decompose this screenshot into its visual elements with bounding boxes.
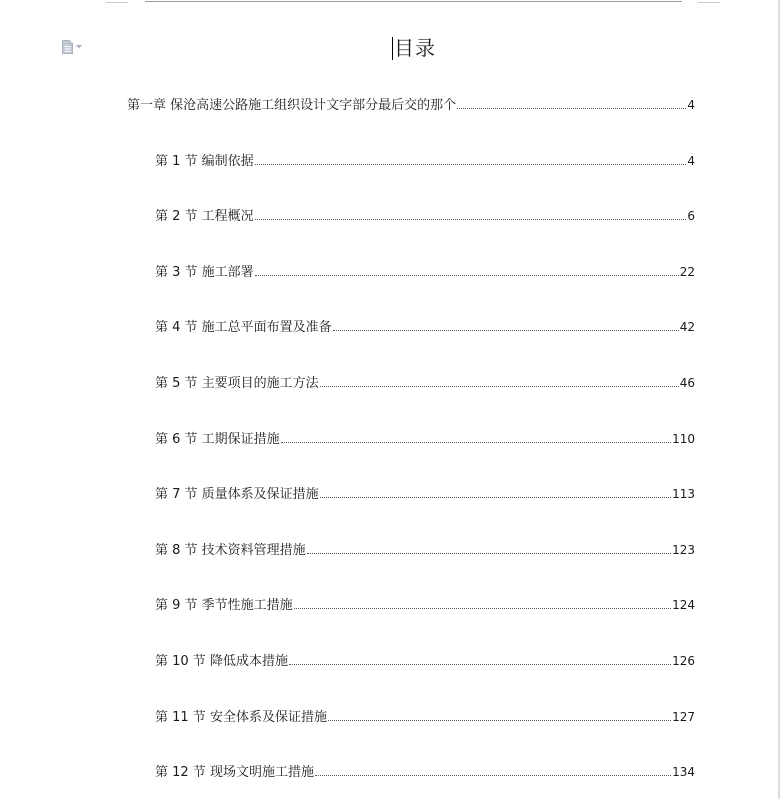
toc-entry-label: 第 1 节 编制依据 bbox=[155, 154, 254, 169]
toc-entry-section-9[interactable] bbox=[155, 596, 695, 614]
toc-entry-section-8[interactable] bbox=[155, 541, 695, 559]
toc-entry-label: 第一章 保沧高速公路施工组织设计文字部分最后交的那个 bbox=[127, 98, 457, 113]
toc-entry-label: 第 4 节 施工总平面布置及准备 bbox=[155, 320, 332, 335]
toc-page-number: 22 bbox=[679, 265, 695, 279]
toc-entry-section-7[interactable] bbox=[155, 485, 695, 503]
toc-leader-dots bbox=[255, 164, 687, 165]
toc-leader-dots bbox=[320, 497, 671, 498]
toc-entry-label: 第 8 节 技术资料管理措施 bbox=[155, 543, 306, 558]
toc-page-number: 4 bbox=[687, 154, 695, 168]
toc-leader-dots bbox=[255, 275, 679, 276]
toc-leader-dots bbox=[281, 442, 671, 443]
toc-page-number: 134 bbox=[672, 765, 695, 779]
toc-leader-dots bbox=[320, 386, 679, 387]
toc-page-number: 124 bbox=[672, 598, 695, 612]
toc-heading[interactable]: 目录 bbox=[394, 36, 436, 60]
toc-entry-label: 第 12 节 现场文明施工措施 bbox=[155, 765, 314, 780]
toc-entry-label: 第 3 节 施工部署 bbox=[155, 265, 254, 280]
toc-entry-chapter-1[interactable] bbox=[127, 96, 695, 114]
toc-leader-dots bbox=[328, 720, 671, 721]
toc-page-number: 6 bbox=[687, 209, 695, 223]
toc-page-number: 127 bbox=[672, 710, 695, 724]
toc-entry-section-5[interactable] bbox=[155, 374, 695, 392]
toc-leader-dots bbox=[307, 553, 671, 554]
toc-leader-dots bbox=[294, 608, 671, 609]
toc-page-number: 113 bbox=[672, 487, 695, 501]
toc-leader-dots bbox=[255, 219, 687, 220]
toc-leader-dots bbox=[315, 775, 671, 776]
toc-entry-section-6[interactable] bbox=[155, 430, 695, 448]
toc-entry-section-10[interactable] bbox=[155, 652, 695, 670]
toc-entry-section-12[interactable] bbox=[155, 763, 695, 781]
toc-entry-label: 第 5 节 主要项目的施工方法 bbox=[155, 376, 319, 391]
toc-entry-label: 第 7 节 质量体系及保证措施 bbox=[155, 487, 319, 502]
toc-entry-section-3[interactable] bbox=[155, 263, 695, 281]
toc-leader-dots bbox=[457, 108, 686, 109]
toc-page-number: 110 bbox=[672, 432, 695, 446]
toc-entry-label: 第 2 节 工程概况 bbox=[155, 209, 254, 224]
toc-entry-section-1[interactable] bbox=[155, 152, 695, 170]
toc-entry-label: 第 10 节 降低成本措施 bbox=[155, 654, 288, 669]
toc-entry-section-11[interactable] bbox=[155, 708, 695, 726]
toc-page-number: 126 bbox=[672, 654, 695, 668]
toc-entry-label: 第 11 节 安全体系及保证措施 bbox=[155, 710, 327, 725]
toc-page-number: 46 bbox=[679, 376, 695, 390]
toc-page-number: 42 bbox=[679, 320, 695, 334]
toc-entry-label: 第 6 节 工期保证措施 bbox=[155, 432, 280, 447]
toc-entry-section-2[interactable] bbox=[155, 207, 695, 225]
toc-entry-section-4[interactable] bbox=[155, 318, 695, 336]
toc-page-number: 123 bbox=[672, 543, 695, 557]
toc-leader-dots bbox=[333, 330, 679, 331]
toc-entry-label: 第 9 节 季节性施工措施 bbox=[155, 598, 293, 613]
toc-page-number: 4 bbox=[687, 98, 695, 112]
toc-leader-dots bbox=[289, 664, 671, 665]
